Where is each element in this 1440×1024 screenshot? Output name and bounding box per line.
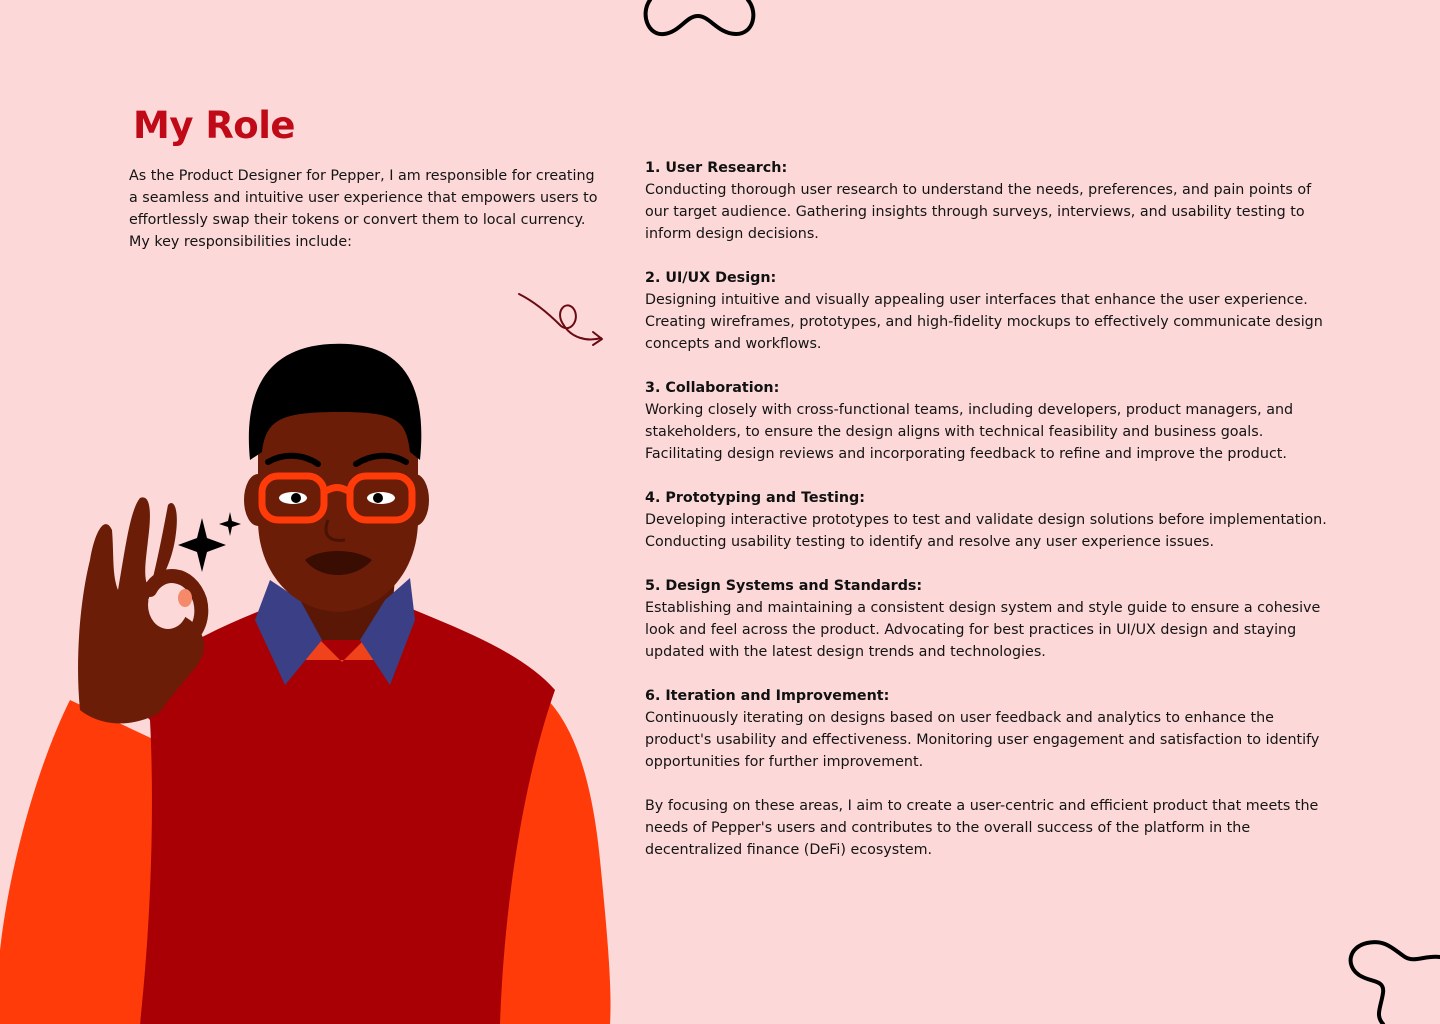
section-heading: 4. Prototyping and Testing: (645, 490, 866, 506)
section-heading: 3. Collaboration: (645, 380, 780, 396)
page-title: My Role (133, 104, 296, 147)
section-body: Conducting thorough user research to understand the needs, preferences, and pain points of our target audience. Gathering insights through surveys, interviews, and usability testing to inform design decisions. (645, 182, 1312, 242)
section-heading: 6. Iteration and Improvement: (645, 688, 890, 704)
responsibilities-list (645, 157, 1335, 861)
intro-paragraph: As the Product Designer for Pepper, I am responsible for creating a seamless and intuitive user experience that empowers users to effortlessly swap their tokens or convert them to local currency. My key responsibilities include: (129, 168, 598, 250)
squiggle-bottom-icon (1345, 935, 1440, 1024)
section-user-research (645, 157, 1335, 245)
section-body: Continuously iterating on designs based on user feedback and analytics to enhance the product's usability and effectiveness. Monitoring user engagement and satisfaction to identify opportunities for further improvement. (645, 710, 1320, 770)
section-body: Designing intuitive and visually appealing user interfaces that enhance the user experience. Creating wireframes, prototypes, and high-fidelity mockups to effectively communicate design concepts and workflows. (645, 292, 1323, 352)
section-body: Developing interactive prototypes to test and validate design solutions before implementation. Conducting usability testing to identify and resolve any user experience issues. (645, 512, 1327, 550)
section-prototyping-testing (645, 487, 1335, 553)
section-ui-ux-design (645, 267, 1335, 355)
sparkle-icon (178, 518, 226, 572)
section-collaboration (645, 377, 1335, 465)
section-iteration (645, 685, 1335, 773)
section-heading: 1. User Research: (645, 160, 788, 176)
squiggle-top-icon (640, 0, 760, 44)
closing-paragraph: By focusing on these areas, I aim to create a user-centric and efficient product that meets the needs of Pepper's users and contributes to the overall success of the platform in the decentralized finance (DeFi) ecosystem. (645, 798, 1319, 858)
section-body: Working closely with cross-functional teams, including developers, product managers, and stakeholders, to ensure the design aligns with technical feasibility and business goals. Facilitating design reviews and incorporating feedback to refine and improve the product. (645, 402, 1294, 462)
section-heading: 5. Design Systems and Standards: (645, 578, 923, 594)
sleeve-left (0, 700, 156, 1024)
section-design-systems (645, 575, 1335, 663)
designer-illustration (0, 280, 640, 1024)
section-body: Establishing and maintaining a consistent design system and style guide to ensure a cohesive look and feel across the product. Advocating for best practices in UI/UX design and staying updated with the latest design trends and technologies. (645, 600, 1321, 660)
head (258, 392, 418, 612)
section-heading: 2. UI/UX Design: (645, 270, 777, 286)
